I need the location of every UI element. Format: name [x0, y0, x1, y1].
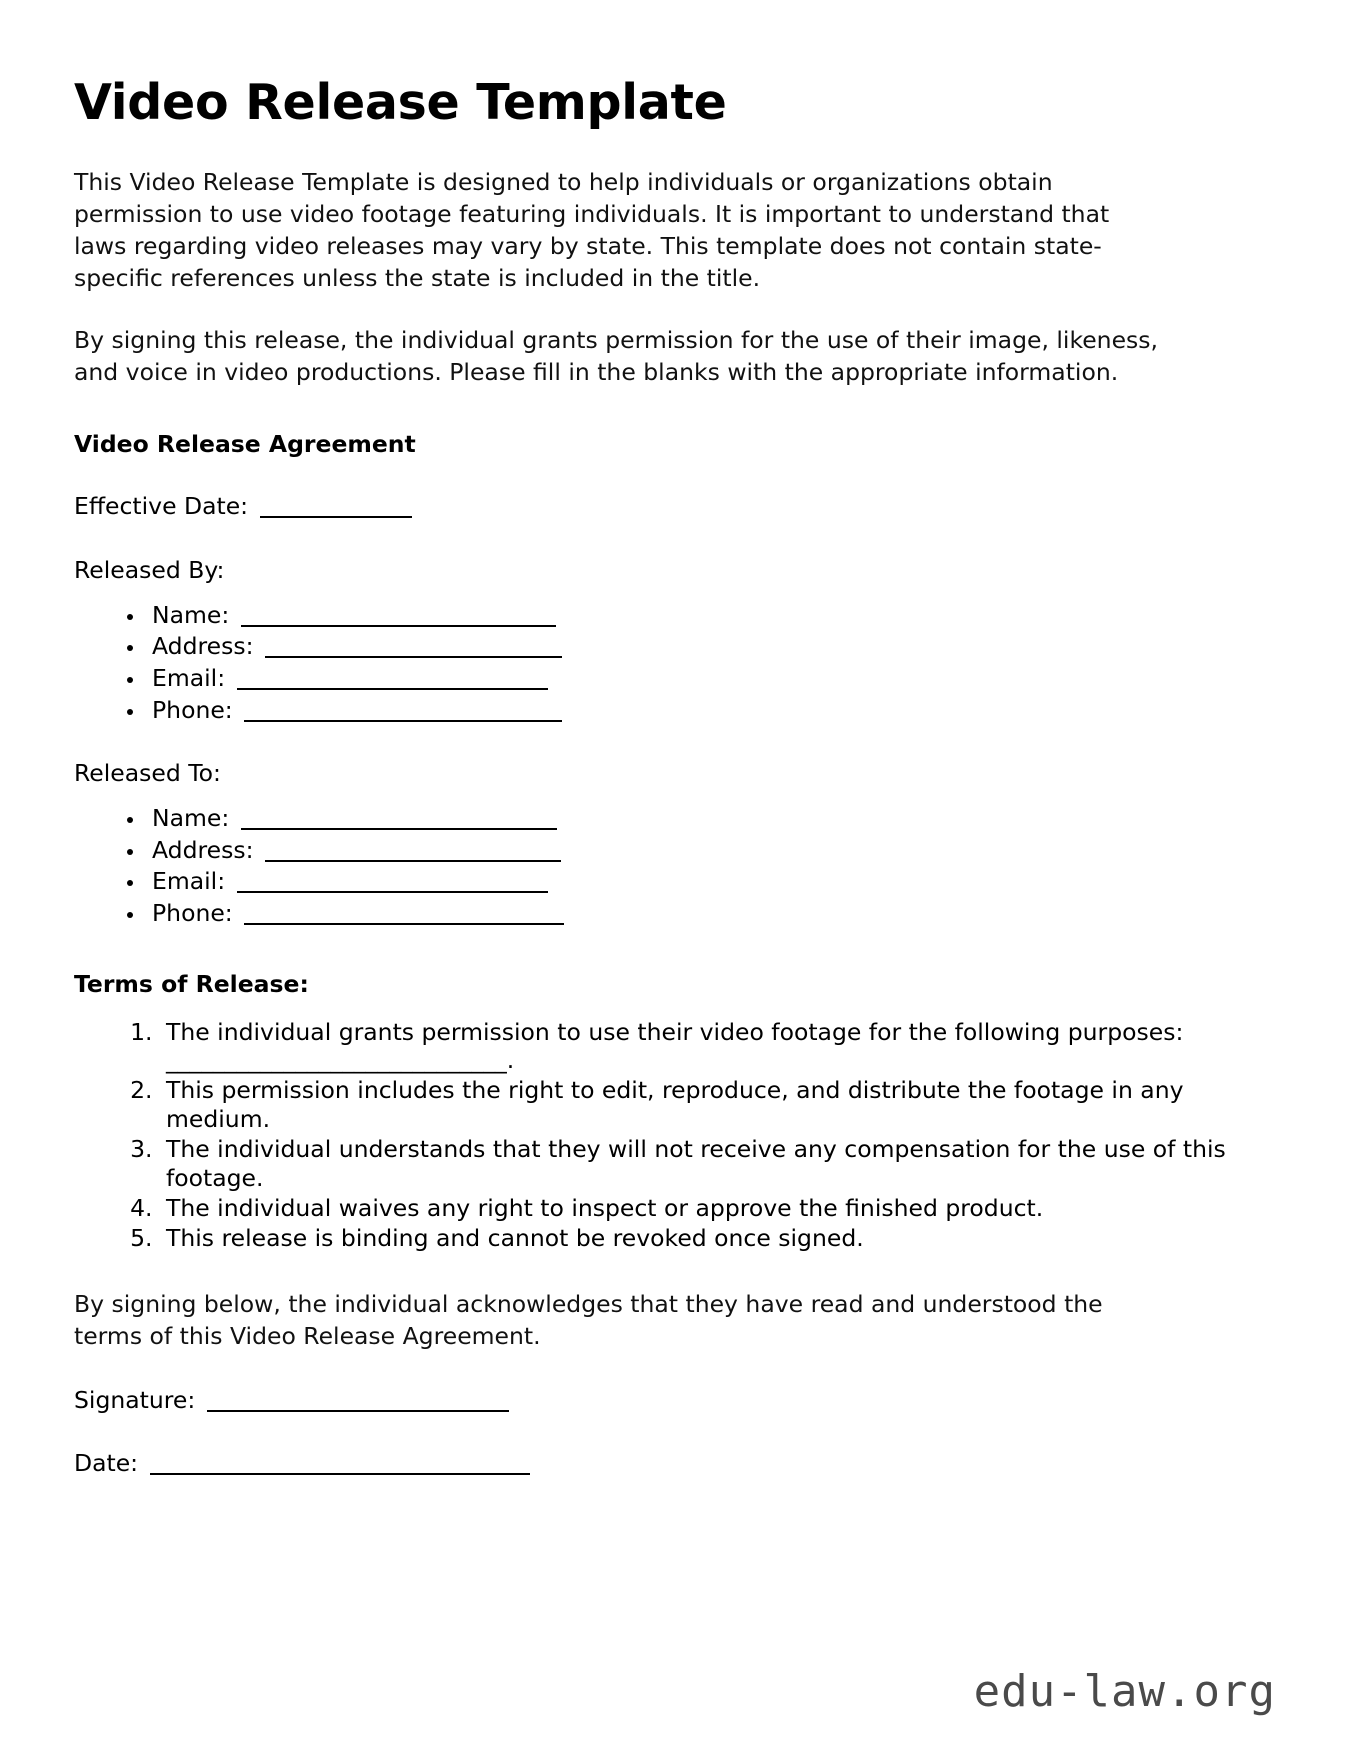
intro-paragraph-2: By signing this release, the individual grants permission for the use of their image, likeness, and voice in video productions. Please fill in the blanks with the appropriate information.	[74, 325, 1158, 386]
intro-paragraph-1: This Video Release Template is designed to help individuals or organizations obtain permission to use video footage featuring individuals. It is important to understand that laws regarding video releases may vary by state. This template does not contain state-specific references unless the state is included in the title.	[74, 167, 1110, 292]
field-label: Name:	[152, 803, 230, 832]
date-row	[74, 1448, 1288, 1480]
signature-blank	[207, 1410, 509, 1412]
effective-date-blank	[260, 516, 412, 518]
field-label: Email:	[152, 664, 226, 693]
released-to-field-list	[74, 804, 1288, 929]
field-blank	[244, 720, 562, 722]
terms-heading: Terms of Release:	[74, 970, 309, 999]
page-title: Video Release Template	[74, 74, 727, 131]
field-label: Phone:	[152, 696, 233, 725]
field-label: Address:	[152, 835, 254, 864]
list-item: 2. This permission includes the right to edit, reproduce, and distribute the footage in any medium.	[160, 1076, 1288, 1134]
list-item: 3. The individual understands that they will not receive any compensation for the use of this footage.	[160, 1135, 1288, 1193]
list-item	[146, 867, 1288, 897]
field-blank	[237, 891, 548, 893]
terms-list	[74, 1018, 1288, 1253]
released-to-label: Released To:	[74, 758, 221, 787]
field-blank	[241, 625, 556, 627]
field-blank	[244, 923, 564, 925]
list-item	[146, 632, 1288, 662]
list-item	[146, 601, 1288, 631]
list-item	[146, 804, 1288, 834]
released-by-field-list	[74, 601, 1288, 726]
list-item	[146, 664, 1288, 694]
list-item: 5. This release is binding and cannot be revoked once signed.	[160, 1224, 1288, 1253]
list-item	[146, 899, 1288, 929]
list-item	[146, 696, 1288, 726]
field-label: Name:	[152, 600, 230, 629]
field-blank	[237, 688, 548, 690]
signature-row	[74, 1385, 1288, 1417]
released-by-label: Released By:	[74, 555, 225, 584]
list-item: 1. The individual grants permission to use their video footage for the following purposes: _____________________________.	[160, 1018, 1288, 1076]
footer-watermark: edu-law.org	[973, 1666, 1276, 1717]
field-blank	[265, 860, 561, 862]
field-blank	[265, 656, 562, 658]
closing-paragraph: By signing below, the individual acknowledges that they have read and understood the terms of this Video Release Agreement.	[74, 1289, 1103, 1350]
field-label: Email:	[152, 867, 226, 896]
effective-date-row	[74, 491, 1288, 523]
field-label: Address:	[152, 632, 254, 661]
field-blank	[241, 828, 557, 830]
effective-date-label: Effective Date:	[74, 492, 249, 521]
date-label: Date:	[74, 1449, 139, 1478]
agreement-heading: Video Release Agreement	[74, 429, 416, 458]
list-item	[146, 836, 1288, 866]
signature-label: Signature:	[74, 1385, 196, 1414]
field-label: Phone:	[152, 899, 233, 928]
date-blank	[150, 1473, 530, 1475]
list-item: 4. The individual waives any right to inspect or approve the finished product.	[160, 1194, 1288, 1223]
